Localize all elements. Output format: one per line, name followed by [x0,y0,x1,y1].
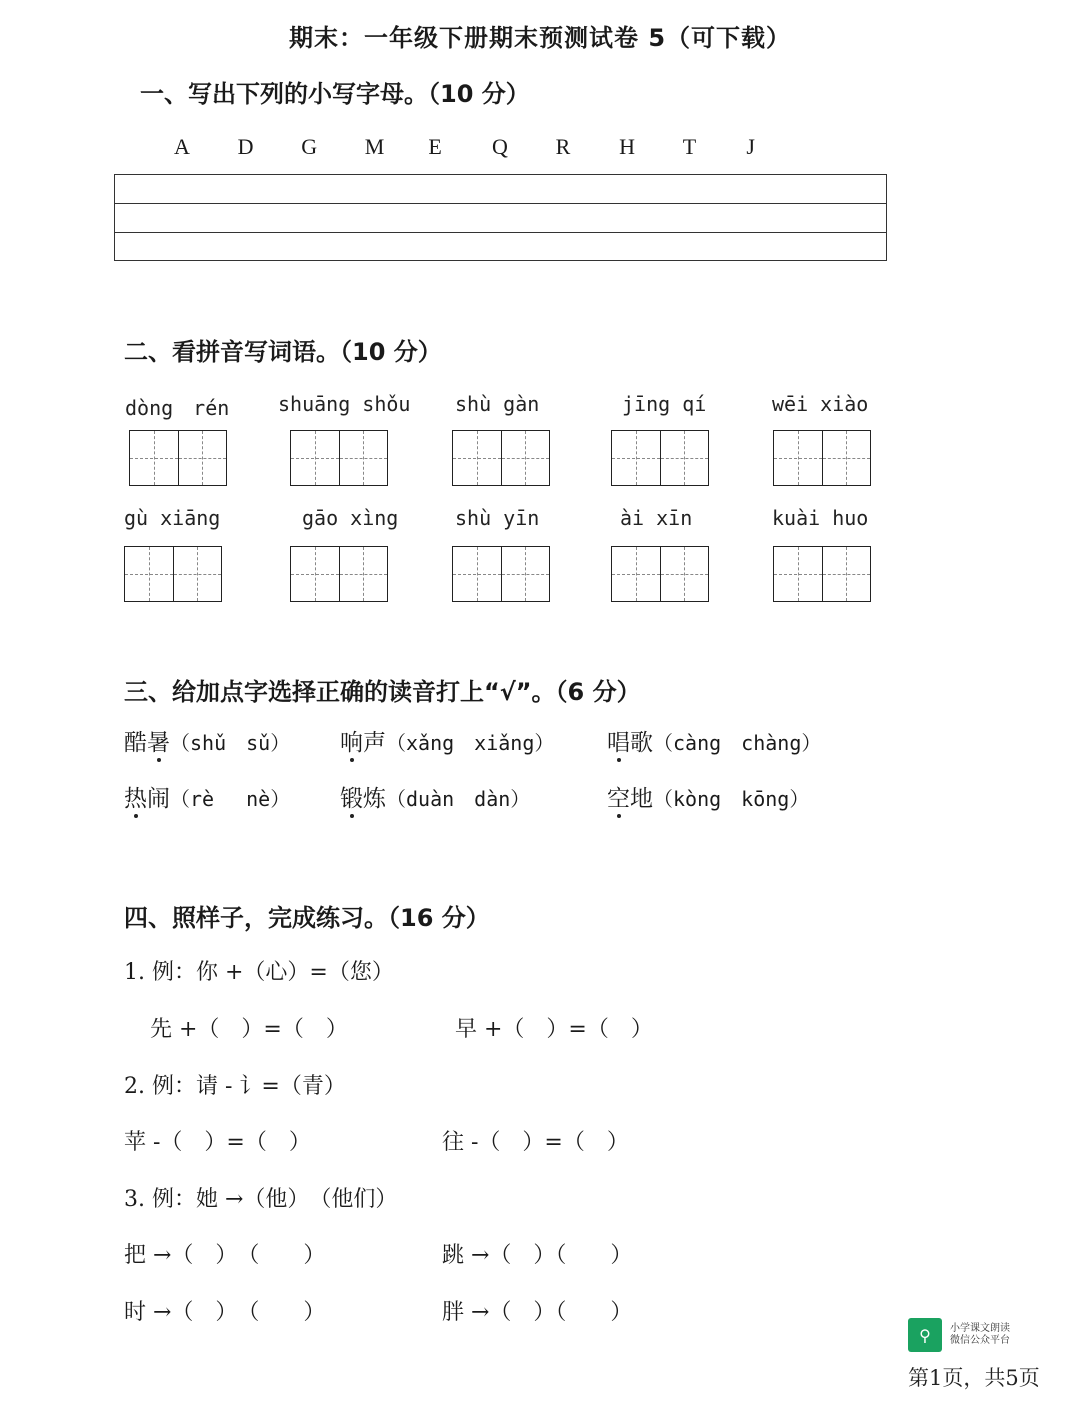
letter: M [364,134,385,159]
pinyin-options: （càng chàng） [653,731,822,755]
tianzige-box[interactable] [611,546,709,602]
pinyin-label: wēi xiào [772,392,869,416]
word-char: 炼 [363,786,386,812]
letter: R [555,134,571,159]
pinyin-label: gù xiāng [124,506,221,530]
writing-line [115,233,886,262]
tianzige-box[interactable] [124,546,222,602]
tianzige-box[interactable] [773,430,871,486]
example-1: 1. 例：你 +（心）=（您） [124,960,394,985]
letter: E [428,134,442,159]
pinyin-label: dòng rén [125,396,230,420]
pronunciation-item[interactable] [607,724,821,757]
example-2: 2. 例：请 - 讠=（青） [124,1074,346,1099]
letter: A [174,134,190,159]
pinyin-label: ài xīn [620,506,693,530]
word-char: 地 [630,786,653,812]
letter: D [237,134,254,159]
exercise-3b[interactable]: 跳 →（ ）（ ） [442,1243,633,1268]
section2-heading: 二、看拼音写词语。（10 分） [124,338,442,366]
exercise-3c[interactable]: 时 →（ ） （ ） [124,1300,326,1325]
pinyin-options: （shǔ sǔ） [170,731,291,755]
exercise-1b[interactable]: 早 +（ ）=（ ） [455,1017,653,1042]
pinyin-label: shuāng shǒu [278,392,411,416]
example-3: 3. 例：她 →（他） （他们） [124,1187,398,1212]
exercise-2b[interactable]: 往 -（ ）=（ ） [442,1130,629,1155]
writing-line [115,175,886,204]
pinyin-label: shù gàn [455,392,540,416]
pinyin-label: jīng qí [622,392,707,416]
word-char: 歌 [630,730,653,756]
pinyin-options: （xǎng xiǎng） [386,731,555,755]
search-icon: ⚲ [908,1318,942,1352]
tianzige-box[interactable] [452,430,550,486]
pinyin-label: shù yīn [455,506,540,530]
dotted-char: 唱 [607,730,630,756]
section1-heading: 一、写出下列的小写字母。（10 分） [140,80,530,108]
pinyin-options: （duàn dàn） [386,787,531,811]
pinyin-options: （rè nè） [170,787,291,811]
letter: T [682,134,697,159]
letter: J [746,134,755,159]
page-title: 期末：一年级下册期末预测试卷 5（可下载） [288,24,792,52]
section3-heading: 三、给加点字选择正确的读音打上“√”。（6 分） [124,678,641,706]
dotted-char: 锻 [340,786,363,812]
letter: H [619,134,636,159]
pronunciation-item[interactable] [340,724,554,757]
pinyin-label: gāo xìng [302,506,399,530]
tianzige-box[interactable] [129,430,227,486]
exercise-2a[interactable]: 苹 -（ ）=（ ） [124,1130,311,1155]
dotted-char: 空 [607,786,630,812]
dotted-char: 响 [340,730,363,756]
pinyin-label: kuài huo [772,506,869,530]
dotted-char: 热 [124,786,147,812]
exercise-3d[interactable]: 胖 →（ ）（ ） [442,1300,633,1325]
section4-heading: 四、照样子，完成练习。（16 分） [124,904,490,932]
tianzige-box[interactable] [452,546,550,602]
exercise-1a[interactable]: 先 +（ ）=（ ） [150,1017,348,1042]
wechat-logo [908,1318,1010,1352]
pronunciation-item[interactable] [340,780,530,813]
exercise-3a[interactable]: 把 →（ ） （ ） [124,1243,326,1268]
uppercase-letters [174,134,810,160]
word-char: 声 [363,730,386,756]
logo-text: 小学课文朗读 微信公众平台 [950,1323,1010,1346]
pronunciation-item[interactable] [124,724,290,757]
pinyin-options: （kòng kōng） [653,787,810,811]
tianzige-box[interactable] [611,430,709,486]
letter: G [301,134,318,159]
page-number: 第1页，共5页 [908,1366,1040,1390]
four-line-writing-grid[interactable] [114,174,887,261]
dotted-char: 暑 [147,730,170,756]
tianzige-box[interactable] [290,546,388,602]
tianzige-box[interactable] [290,430,388,486]
pronunciation-item[interactable] [607,780,809,813]
letter: Q [491,134,508,159]
writing-line [115,204,886,233]
tianzige-box[interactable] [773,546,871,602]
word-char: 闹 [147,786,170,812]
word-char: 酷 [124,730,147,756]
pronunciation-item[interactable] [124,780,290,813]
